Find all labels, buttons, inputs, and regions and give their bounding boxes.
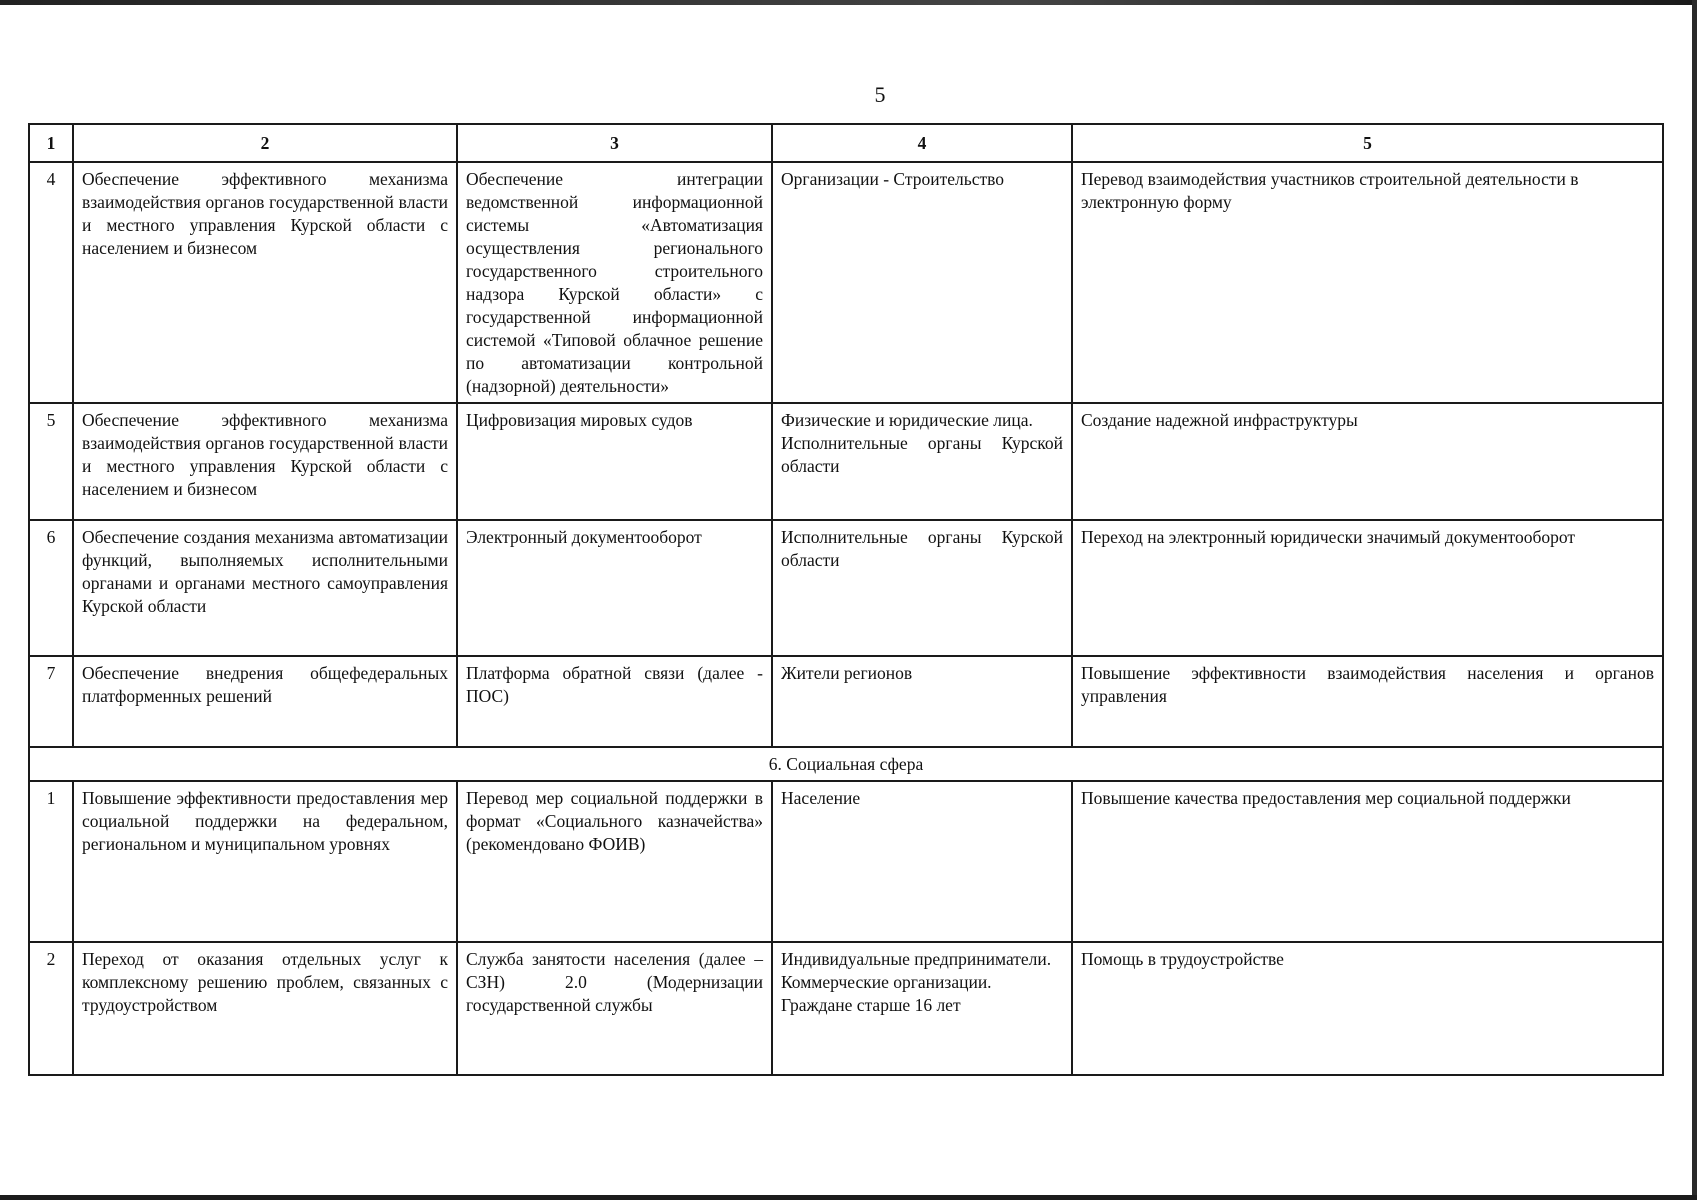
project-cell: Служба занятости населения (далее – СЗН) 2.0 (Модернизации государственной службы bbox=[457, 942, 772, 1075]
task-cell: Повышение эффективности предоставления мер социальной поддержки на федеральном, региональном и муниципальном уровнях bbox=[73, 781, 457, 942]
row-number: 5 bbox=[29, 403, 73, 520]
task-cell: Обеспечение эффективного механизма взаимодействия органов государственной власти и местного управления Курской области с населением и бизнесом bbox=[73, 403, 457, 520]
table-row bbox=[29, 520, 1663, 656]
column-header-5: 5 bbox=[1072, 124, 1663, 162]
consumers-cell bbox=[772, 781, 1072, 942]
page-number bbox=[0, 82, 1697, 108]
effect-cell: Переход на электронный юридически значимый документооборот bbox=[1072, 520, 1663, 656]
task-cell: Обеспечение внедрения общефедеральных платформенных решений bbox=[73, 656, 457, 747]
effect-cell: Повышение качества предоставления мер социальной поддержки bbox=[1072, 781, 1663, 942]
table-row bbox=[29, 942, 1663, 1075]
effect-cell: Повышение эффективности взаимодействия населения и органов управления bbox=[1072, 656, 1663, 747]
project-cell: Цифровизация мировых судов bbox=[457, 403, 772, 520]
consumers-line: Физические и юридические лица. bbox=[781, 410, 1033, 430]
section-row bbox=[29, 747, 1663, 781]
consumers-cell bbox=[772, 656, 1072, 747]
section-title: 6. Социальная сфера bbox=[29, 747, 1663, 781]
consumers-line: Исполнительные органы Курской области bbox=[781, 433, 1063, 476]
project-cell: Перевод мер социальной поддержки в формат «Социального казначейства» (рекомендовано ФОИВ) bbox=[457, 781, 772, 942]
row-number: 1 bbox=[29, 781, 73, 942]
task-cell: Обеспечение эффективного механизма взаимодействия органов государственной власти и местного управления Курской области с населением и бизнесом bbox=[73, 162, 457, 403]
consumers-line: Жители регионов bbox=[781, 663, 913, 683]
consumers-cell bbox=[772, 942, 1072, 1075]
scan-edge-right bbox=[1692, 0, 1697, 1200]
consumers-cell bbox=[772, 403, 1072, 520]
row-number: 6 bbox=[29, 520, 73, 656]
table-row bbox=[29, 162, 1663, 403]
effect-cell: Перевод взаимодействия участников строительной деятельности в электронную форму bbox=[1072, 162, 1663, 403]
task-cell: Обеспечение создания механизма автоматизации функций, выполняемых исполнительными органами и органами местного самоуправления Курской области bbox=[73, 520, 457, 656]
document-table bbox=[28, 123, 1664, 1076]
row-number: 2 bbox=[29, 942, 73, 1075]
consumers-line: Организации - Строительство bbox=[781, 169, 1005, 189]
row-number: 7 bbox=[29, 656, 73, 747]
page-number-text: 5 bbox=[874, 82, 886, 107]
column-header-2: 2 bbox=[73, 124, 457, 162]
consumers-line: Население bbox=[781, 788, 861, 808]
table-row bbox=[29, 403, 1663, 520]
row-number: 4 bbox=[29, 162, 73, 403]
project-cell: Обеспечение интеграции ведомственной информационной системы «Автоматизация осуществления регионального государственного строительного надзора Курской области» с государственной информационной системой «Типовой облачное решение по автоматизации контрольной (надзорной) деятельности» bbox=[457, 162, 772, 403]
effect-cell: Создание надежной инфраструктуры bbox=[1072, 403, 1663, 520]
consumers-line: Исполнительные органы Курской области bbox=[781, 527, 1063, 570]
column-header-4: 4 bbox=[772, 124, 1072, 162]
table-header-row bbox=[29, 124, 1663, 162]
column-header-3: 3 bbox=[457, 124, 772, 162]
effect-cell: Помощь в трудоустройстве bbox=[1072, 942, 1663, 1075]
table-row bbox=[29, 781, 1663, 942]
table-row bbox=[29, 656, 1663, 747]
task-cell: Переход от оказания отдельных услуг к комплексному решению проблем, связанных с трудоустройством bbox=[73, 942, 457, 1075]
scan-edge-top bbox=[0, 0, 1697, 5]
column-header-1: 1 bbox=[29, 124, 73, 162]
consumers-cell bbox=[772, 162, 1072, 403]
project-cell: Платформа обратной связи (далее - ПОС) bbox=[457, 656, 772, 747]
consumers-line: Коммерческие организации. bbox=[781, 972, 992, 992]
scan-edge-bottom bbox=[0, 1195, 1697, 1200]
consumers-line: Граждане старше 16 лет bbox=[781, 995, 961, 1015]
consumers-line: Индивидуальные предприниматели. bbox=[781, 949, 1052, 969]
project-cell: Электронный документооборот bbox=[457, 520, 772, 656]
consumers-cell bbox=[772, 520, 1072, 656]
